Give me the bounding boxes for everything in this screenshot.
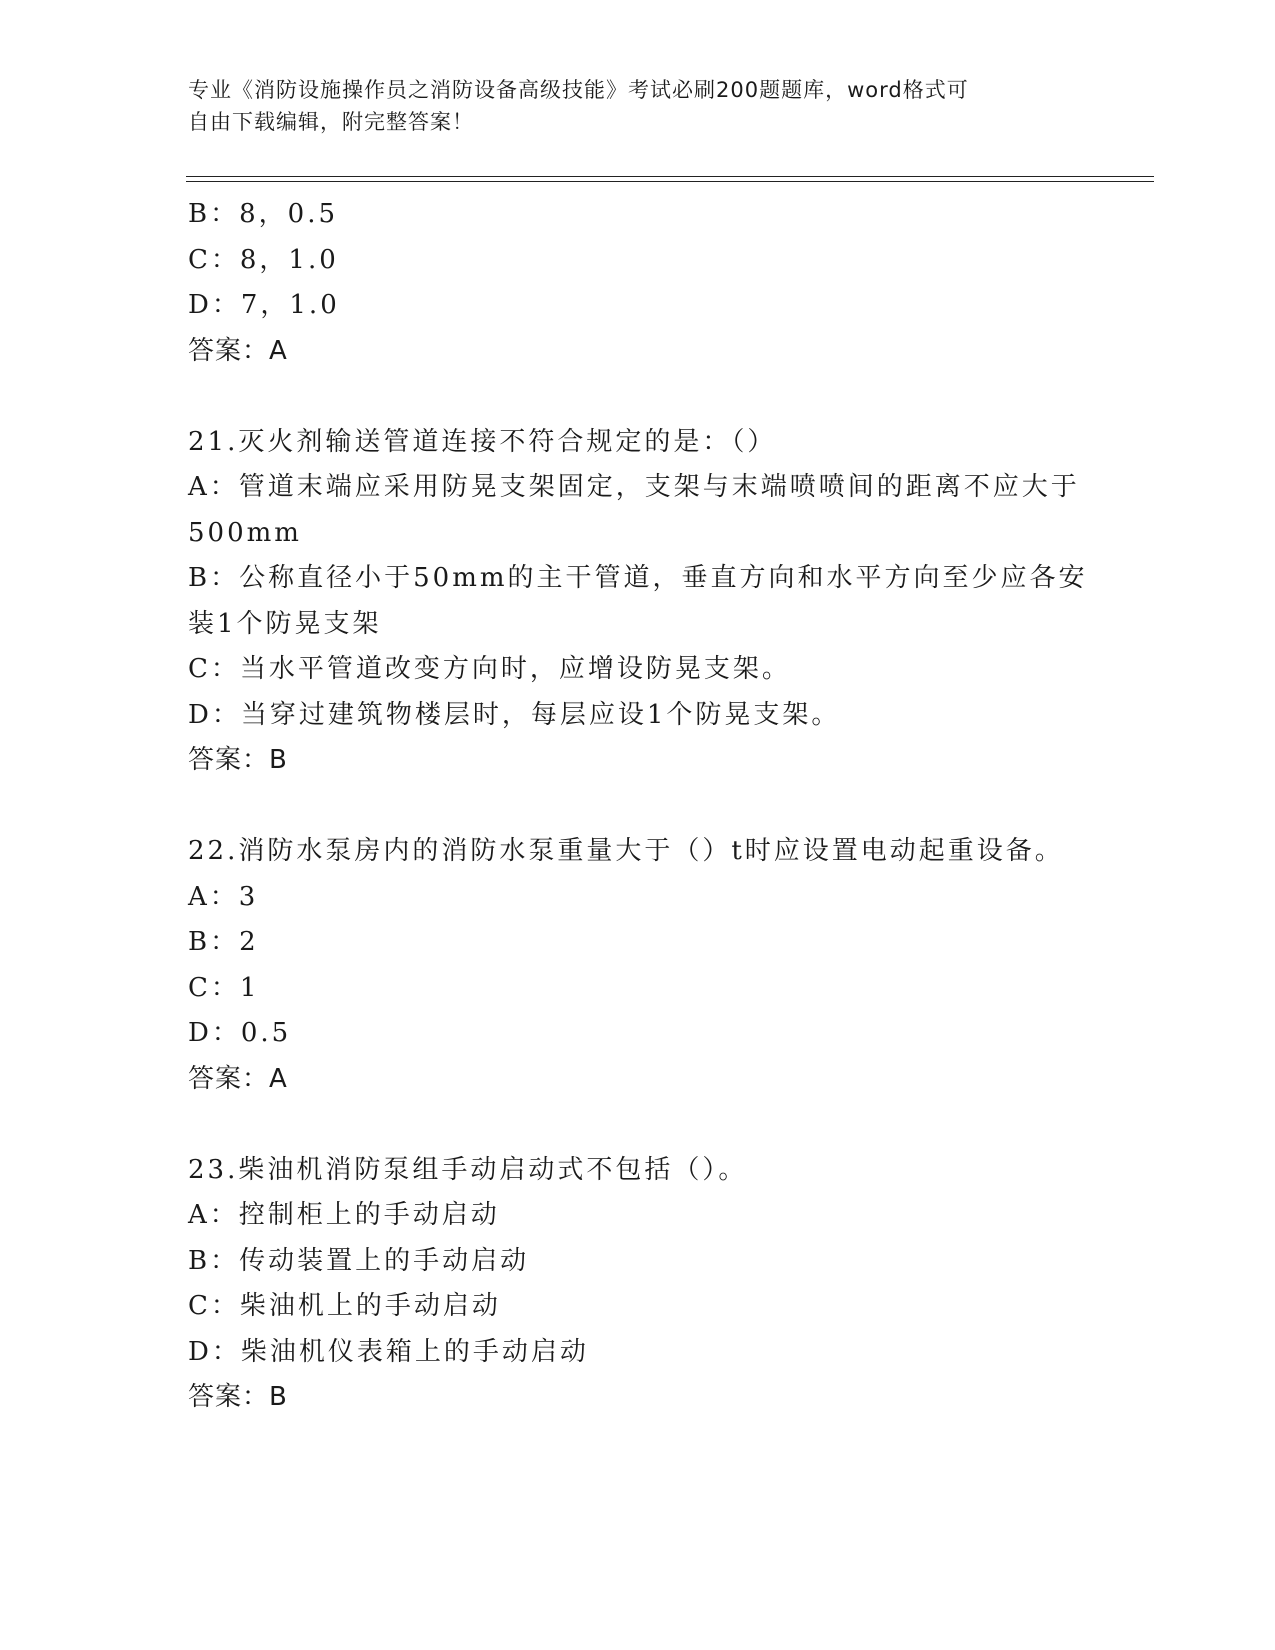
question-list <box>188 192 1088 1421</box>
question-stem: 23.柴油机消防泵组手动启动式不包括（）。 <box>188 1154 748 1185</box>
spacer <box>188 374 1088 420</box>
option-a-continued: 500mm <box>188 517 302 548</box>
header-divider-bottom <box>186 181 1154 182</box>
option-a: A：管道末端应采用防晃支架固定，支架与末端喷喷间的距离不应大于 <box>188 472 1080 502</box>
answer-line: 答案：A <box>188 1063 288 1094</box>
option-d: D：0.5 <box>188 1018 292 1048</box>
option-b: B：传动装置上的手动启动 <box>188 1245 530 1276</box>
answer-line: 答案：B <box>188 1382 288 1412</box>
question-block-21 <box>188 420 1088 784</box>
question-block-22 <box>188 829 1088 1102</box>
option-c: C：1 <box>188 972 260 1003</box>
header-divider-top <box>186 176 1154 177</box>
answer-line: 答案：B <box>188 745 288 775</box>
spacer <box>188 784 1088 830</box>
option-b: B：8，0.5 <box>188 199 338 229</box>
option-d: D：柴油机仪表箱上的手动启动 <box>188 1336 589 1367</box>
option-c: C：柴油机上的手动启动 <box>188 1291 501 1321</box>
header-title-line-2: 自由下载编辑，附完整答案！ <box>188 110 474 134</box>
option-d: D：当穿过建筑物楼层时，每层应设1个防晃支架。 <box>188 699 841 730</box>
option-a: A：控制柜上的手动启动 <box>188 1200 500 1230</box>
option-c: C：8，1.0 <box>188 244 339 275</box>
option-b-continued: 装1个防晃支架 <box>188 608 382 639</box>
spacer <box>188 1102 1088 1148</box>
option-b: B：公称直径小于50mm的主干管道，垂直方向和水平方向至少应各安 <box>188 563 1088 593</box>
option-c: C：当水平管道改变方向时，应增设防晃支架。 <box>188 654 791 684</box>
option-a: A：3 <box>188 881 259 912</box>
question-stem: 22.消防水泵房内的消防水泵重量大于（）t时应设置电动起重设备。 <box>188 836 1064 866</box>
page-header <box>188 74 1068 138</box>
question-stem: 21.灭火剂输送管道连接不符合规定的是：（） <box>188 426 777 457</box>
header-title-line-1: 专业《消防设施操作员之消防设备高级技能》考试必刷200题题库，word格式可 <box>188 78 969 102</box>
option-d: D：7，1.0 <box>188 290 340 320</box>
option-b: B：2 <box>188 927 259 957</box>
answer-line: 答案：A <box>188 335 288 366</box>
question-block-prev <box>188 192 1088 374</box>
question-block-23 <box>188 1148 1088 1421</box>
